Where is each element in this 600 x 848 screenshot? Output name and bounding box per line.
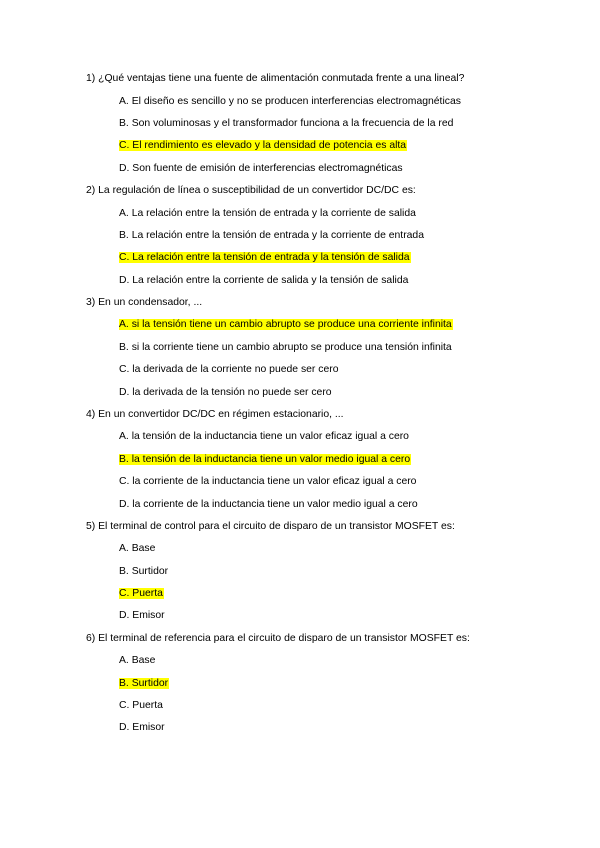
- question-5: 5) El terminal de control para el circuito de disparo de un transistor MOSFET es:: [86, 521, 455, 532]
- question-4: 4) En un convertidor DC/DC en régimen estacionario, ...: [86, 409, 344, 420]
- q5-option-c: [119, 587, 164, 600]
- q6-option-b: [119, 677, 169, 690]
- question-3: 3) En un condensador, ...: [86, 297, 203, 308]
- q4-correct-answer: B. la tensión de la inductancia tiene un valor medio igual a cero: [119, 454, 411, 465]
- q1-option-d: D. Son fuente de emisión de interferencias electromagnéticas: [119, 163, 403, 174]
- q3-option-d: D. la derivada de la tensión no puede ser cero: [119, 387, 332, 398]
- question-1: 1) ¿Qué ventajas tiene una fuente de alimentación conmutada frente a una lineal?: [86, 73, 465, 84]
- q2-option-b: B. La relación entre la tensión de entrada y la corriente de entrada: [119, 230, 424, 241]
- q3-option-a: [119, 318, 453, 331]
- q3-correct-answer: A. si la tensión tiene un cambio abrupto se produce una corriente infinita: [119, 319, 452, 330]
- q1-option-b: B. Son voluminosas y el transformador funciona a la frecuencia de la red: [119, 118, 454, 129]
- q5-option-a: A. Base: [119, 543, 156, 554]
- q4-option-b: [119, 453, 411, 466]
- q5-option-d: D. Emisor: [119, 610, 165, 621]
- q6-option-c: C. Puerta: [119, 700, 163, 711]
- q2-option-d: D. La relación entre la corriente de salida y la tensión de salida: [119, 275, 409, 286]
- q6-option-d: D. Emisor: [119, 722, 165, 733]
- q6-correct-answer: B. Surtidor: [119, 678, 169, 689]
- q2-option-c: [119, 251, 411, 264]
- q3-option-c: C. la derivada de la corriente no puede ser cero: [119, 364, 339, 375]
- q3-option-b: B. si la corriente tiene un cambio abrupto se produce una tensión infinita: [119, 342, 452, 353]
- q2-correct-answer: C. La relación entre la tensión de entrada y la tensión de salida: [119, 252, 410, 263]
- q4-option-d: D. la corriente de la inductancia tiene un valor medio igual a cero: [119, 499, 418, 510]
- q6-option-a: A. Base: [119, 655, 156, 666]
- q4-option-a: A. la tensión de la inductancia tiene un valor eficaz igual a cero: [119, 431, 409, 442]
- q2-option-a: A. La relación entre la tensión de entrada y la corriente de salida: [119, 208, 416, 219]
- q4-option-c: C. la corriente de la inductancia tiene un valor eficaz igual a cero: [119, 476, 417, 487]
- q1-option-a: A. El diseño es sencillo y no se producen interferencias electromagnéticas: [119, 96, 461, 107]
- question-2: 2) La regulación de línea o susceptibilidad de un convertidor DC/DC es:: [86, 185, 416, 196]
- q1-option-c: [119, 139, 407, 152]
- question-6: 6) El terminal de referencia para el circuito de disparo de un transistor MOSFET es:: [86, 633, 470, 644]
- q1-correct-answer: C. El rendimiento es elevado y la densidad de potencia es alta: [119, 140, 407, 151]
- q5-option-b: B. Surtidor: [119, 566, 169, 577]
- q5-correct-answer: C. Puerta: [119, 588, 163, 599]
